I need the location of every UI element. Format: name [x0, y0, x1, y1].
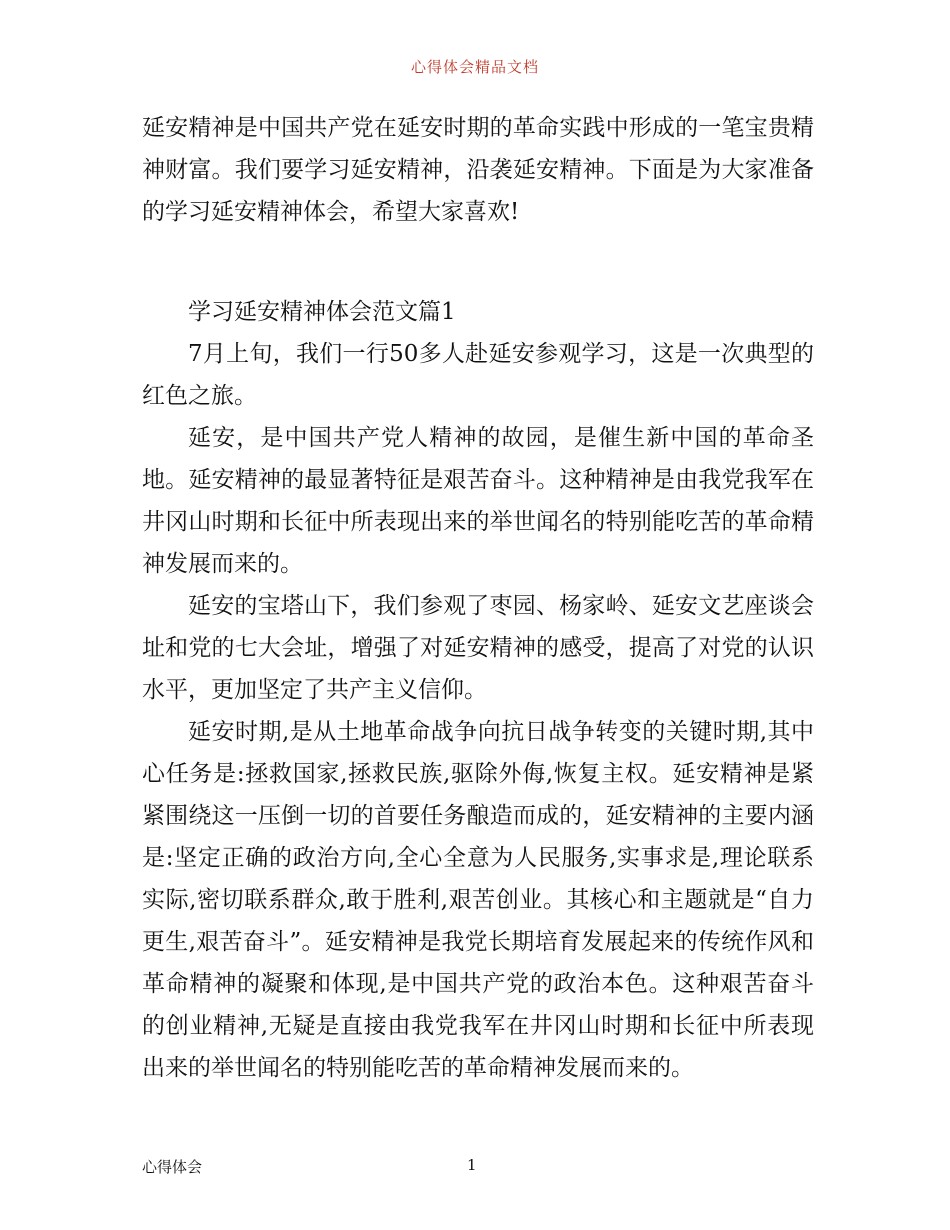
body-paragraph-1: 7月上旬，我们一行50多人赴延安参观学习，这是一次典型的红色之旅。	[142, 341, 814, 409]
page-number: 1	[467, 1156, 477, 1174]
intro-paragraph: 延安精神是中国共产党在延安时期的革命实践中形成的一笔宝贵精神财富。我们要学习延安精神，沿袭延安精神。下面是为大家准备的学习延安精神体会，希望大家喜欢!	[142, 115, 814, 225]
body-paragraph-4: 延安时期,是从土地革命战争向抗日战争转变的关键时期,其中心任务是:拯救国家,拯救民族,驱除外侮,恢复主权。延安精神是紧紧围绕这一压倒一切的首要任务酿造而成的，延安精神的主要内涵是:坚定正确的政治方向,全心全意为人民服务,实事求是,理论联系实际,密切联系群众,敢于胜利,艰苦创业。其核心和主题就是“自力更生,艰苦奋斗”。延安精神是我党长期培育发展起来的传统作风和革命精神的凝聚和体现,是中国共产党的政治本色。这种艰苦奋斗的创业精神,无疑是直接由我党我军在井冈山时期和长征中所表现出来的举世闻名的特别能吃苦的革命精神发展而来的。	[142, 719, 814, 1081]
body-paragraph-3: 延安的宝塔山下，我们参观了枣园、杨家岭、延安文艺座谈会址和党的七大会址，增强了对延安精神的感受，提高了对党的认识水平，更加坚定了共产主义信仰。	[142, 593, 814, 703]
document-body	[142, 107, 814, 1089]
section-title: 学习延安精神体会范文篇1	[188, 299, 456, 325]
page-header-title: 心得体会精品文档	[410, 58, 539, 76]
body-paragraph-2: 延安，是中国共产党人精神的故园，是催生新中国的革命圣地。延安精神的最显著特征是艰苦奋斗。这种精神是由我党我军在井冈山时期和长征中所表现出来的举世闻名的特别能吃苦的革命精神发展而来的。	[142, 425, 814, 577]
page-footer-label: 心得体会	[142, 1158, 203, 1176]
